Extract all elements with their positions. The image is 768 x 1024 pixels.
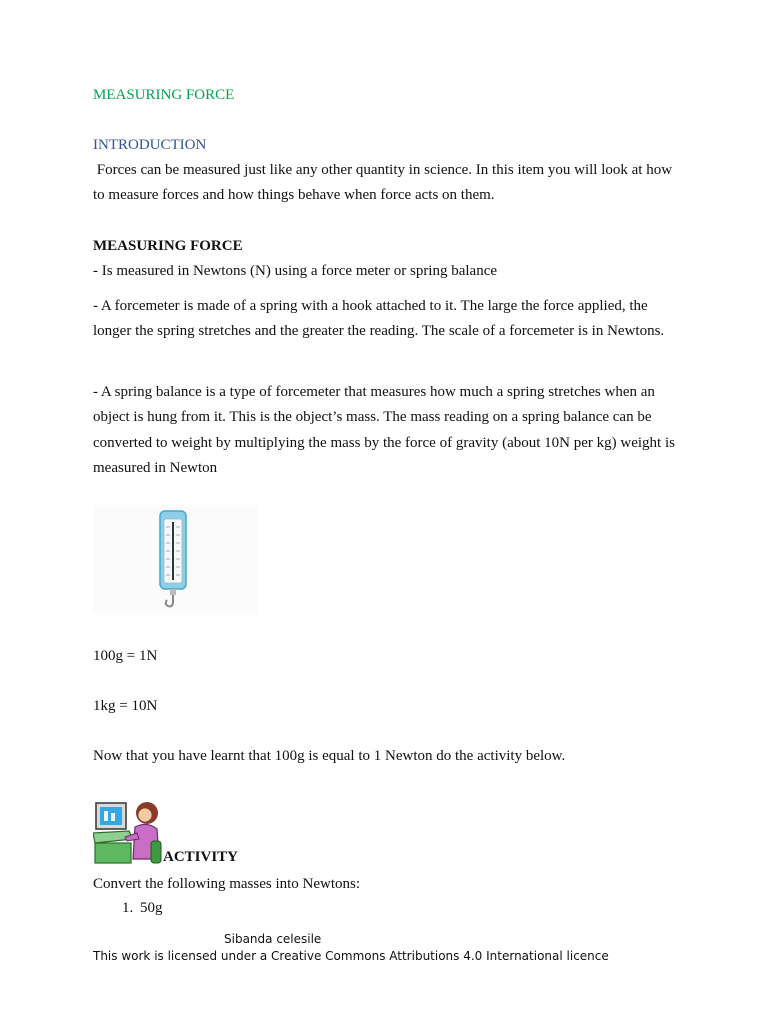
spring-balance-icon — [93, 505, 258, 613]
section-heading: MEASURING FORCE — [93, 238, 243, 254]
woman-at-computer-icon — [93, 797, 163, 867]
activity-list — [93, 900, 163, 917]
activity-heading: ACTIVITY — [163, 849, 239, 865]
activity-instruction: Convert the following masses into Newtons: — [93, 876, 361, 892]
footer-author: Sibanda celesile — [224, 932, 322, 946]
introduction-text: Forces can be measured just like any other quantity in science. In this item you will look at how to measure forces and how things behave when force acts on them. — [93, 162, 676, 204]
spring-balance-image — [93, 505, 258, 613]
activity-intro: Now that you have learnt that 100g is equal to 1 Newton do the activity below. — [93, 748, 566, 764]
introduction-heading: INTRODUCTION — [93, 137, 207, 153]
paragraph-spring-balance: - A spring balance is a type of forcemeter that measures how much a spring stretches when an object is hung from it. This is the object’s mass. The mass reading on a spring balance can be converted to weight by multiplying the mass by the force of gravity (about 10N per kg) weight is measured in Newton — [93, 384, 675, 476]
equation-1kg: 1kg = 10N — [93, 698, 158, 714]
paragraph-units: - Is measured in Newtons (N) using a force meter or spring balance — [93, 263, 498, 279]
page-footer — [93, 931, 693, 965]
activity-clipart — [93, 797, 163, 867]
equation-100g: 100g = 1N — [93, 648, 158, 664]
paragraph-forcemeter: - A forcemeter is made of a spring with a hook attached to it. The large the force applied, the longer the spring stretches and the greater the reading. The scale of a forcemeter is in Newtons. — [93, 298, 665, 340]
footer-license: This work is licensed under a Creative Commons Attributions 4.0 International licence — [93, 949, 609, 963]
document-title: MEASURING FORCE — [93, 87, 235, 103]
list-item: 1. 50g — [137, 900, 163, 917]
